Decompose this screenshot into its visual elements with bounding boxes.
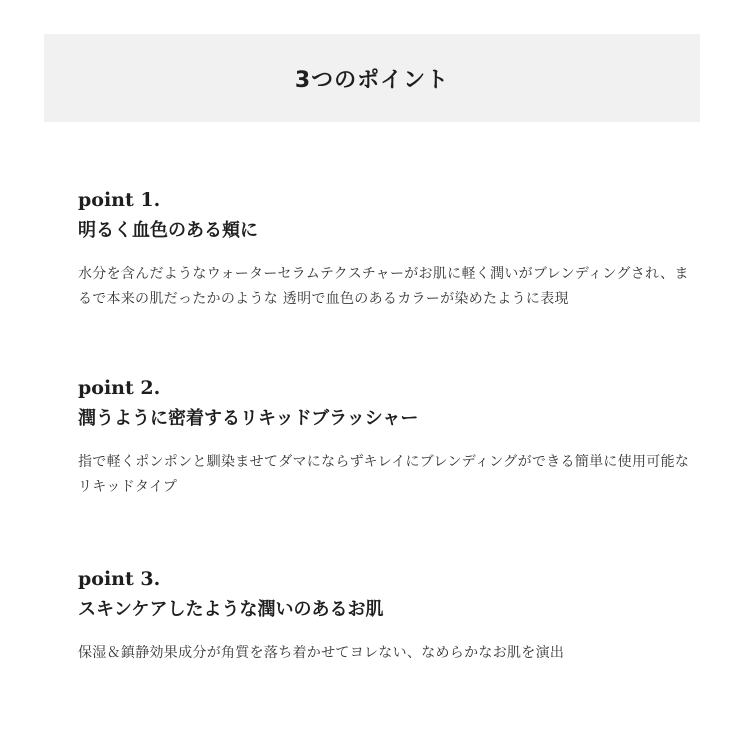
- point-description: 水分を含んだようなウォーターセラムテクスチャーがお肌に軽く潤いがブレンディングされ、まるで本来の肌だったかのような 透明で血色のあるカラーが染めたように表現: [78, 266, 689, 307]
- point-description: 指で軽くポンポンと馴染ませてダマにならずキレイにブレンディングができる簡単に使用可能なリキッドタイプ: [78, 454, 690, 495]
- section-title: 3つのポイント: [294, 67, 450, 93]
- section-header: [44, 34, 700, 122]
- point-label: point 3.: [78, 568, 161, 590]
- point-heading: 明るく血色のある頬に: [78, 220, 258, 241]
- point-item-3: [78, 565, 698, 666]
- point-label: point 1.: [78, 189, 161, 211]
- point-description: 保湿＆鎮静効果成分が角質を落ち着かせてヨレない、なめらかなお肌を演出: [78, 645, 565, 661]
- point-heading: スキンケアしたような潤いのあるお肌: [78, 599, 384, 620]
- point-heading: 潤うように密着するリキッドブラッシャー: [78, 408, 419, 429]
- point-label: point 2.: [78, 377, 161, 399]
- point-item-2: [78, 374, 698, 500]
- point-item-1: [78, 186, 698, 312]
